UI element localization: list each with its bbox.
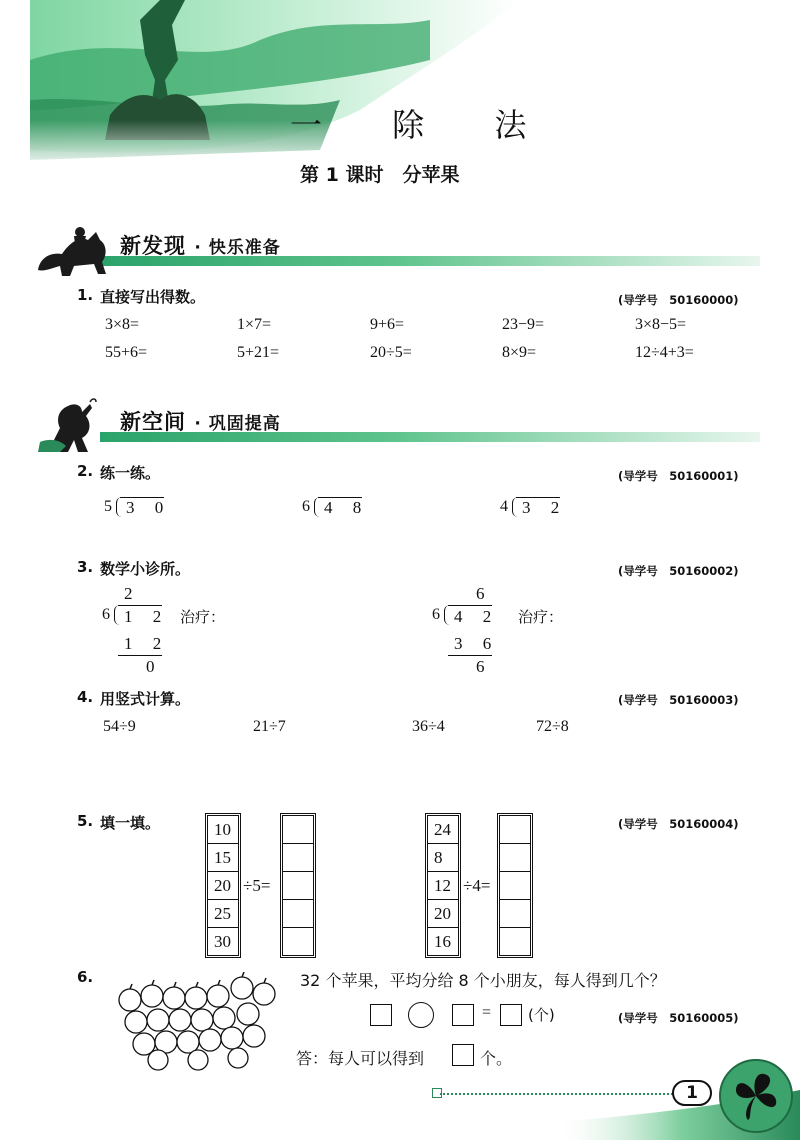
guide-reference: (导学号 50160005) [618, 1011, 739, 1025]
division-bar [118, 605, 162, 606]
division-bracket [444, 605, 452, 625]
divisor: 6 [432, 606, 440, 623]
math-item: 21÷7 [253, 718, 286, 735]
math-item: 54÷9 [103, 718, 136, 735]
math-item: 8×9= [502, 344, 537, 361]
value-column [205, 813, 241, 958]
lesson-title: 第 1 课时 分苹果 [300, 164, 460, 186]
division-bracket [512, 497, 520, 517]
value-cell: 10 [208, 816, 238, 844]
math-item: 1×7= [237, 316, 272, 333]
answer-cell[interactable] [283, 844, 313, 872]
section-banner-discover [30, 222, 760, 278]
question-text: 数学小诊所。 [100, 560, 191, 578]
guide-reference: (导学号 50160004) [618, 817, 739, 831]
answer-cell[interactable] [500, 816, 530, 844]
answer-box[interactable] [500, 1004, 522, 1026]
divisor: 6 [102, 606, 110, 623]
question-text: 直接写出得数。 [100, 288, 206, 306]
math-item: 5+21= [237, 344, 280, 361]
guide-reference: (导学号 50160000) [618, 293, 739, 307]
guide-reference: (导学号 50160002) [618, 564, 739, 578]
operator-circle[interactable] [408, 1002, 434, 1028]
answer-cell[interactable] [283, 900, 313, 928]
answer-column [280, 813, 316, 958]
question-number: 4. [77, 688, 94, 706]
question-text: 练一练。 [100, 464, 161, 482]
value-cell: 15 [208, 844, 238, 872]
question-number: 2. [77, 462, 94, 480]
math-item: 55+6= [105, 344, 148, 361]
answer-cell[interactable] [500, 928, 530, 956]
dividend: 3 0 [126, 498, 172, 517]
question-text: 用竖式计算。 [100, 690, 191, 708]
dividend: 1 2 [124, 607, 170, 626]
operator-label: ÷4= [463, 876, 491, 895]
page-number: 1 [672, 1080, 712, 1106]
divisor: 5 [104, 498, 112, 515]
section-main-label: 新发现 [120, 234, 186, 258]
chapter-title: 一 除 法 [290, 106, 557, 144]
section-title-space [120, 406, 281, 436]
division-bracket [314, 497, 322, 517]
section-banner-space [30, 398, 760, 454]
quotient: 2 [124, 584, 141, 603]
math-item: 12÷4+3= [635, 344, 694, 361]
division-bar [448, 605, 492, 606]
dancer-icon [30, 398, 120, 454]
question-text: 32 个苹果，平均分给 8 个小朋友，每人得到几个？ [300, 971, 666, 990]
math-item: 3×8= [105, 316, 140, 333]
answer-cell[interactable] [283, 872, 313, 900]
value-cell: 20 [428, 900, 458, 928]
math-item: 36÷4 [412, 718, 445, 735]
division-bracket [116, 497, 124, 517]
answer-box[interactable] [370, 1004, 392, 1026]
value-cell: 24 [428, 816, 458, 844]
answer-box[interactable] [452, 1004, 474, 1026]
question-number: 1. [77, 286, 94, 304]
answer-cell[interactable] [500, 844, 530, 872]
divisor: 4 [500, 498, 508, 515]
divisor: 6 [302, 498, 310, 515]
long-division-worked [100, 584, 180, 680]
product: 1 2 [124, 634, 170, 653]
answer-box[interactable] [452, 1044, 474, 1066]
section-sub-label: · 快乐准备 [194, 238, 281, 258]
dividend: 4 8 [324, 498, 370, 517]
long-division [500, 496, 580, 522]
math-item: 20÷5= [370, 344, 412, 361]
answer-prefix: 答：每人可以得到 [296, 1049, 425, 1068]
value-cell: 12 [428, 872, 458, 900]
section-sub-label: · 巩固提高 [194, 414, 281, 434]
question-number: 6. [77, 968, 94, 986]
long-division [302, 496, 382, 522]
subtraction-bar [118, 655, 162, 656]
treatment-label: 治疗： [518, 608, 564, 626]
question-number: 5. [77, 812, 94, 830]
value-cell: 16 [434, 932, 451, 951]
operator-label: ÷5= [243, 876, 271, 895]
answer-cell[interactable] [283, 928, 313, 956]
unit-label: (个) [528, 1006, 555, 1024]
section-main-label: 新空间 [120, 410, 186, 434]
product: 3 6 [454, 634, 500, 653]
subtraction-bar [448, 655, 492, 656]
value-cell: 25 [208, 900, 238, 928]
clover-logo-icon [718, 1058, 794, 1134]
footer-dotted-line [440, 1093, 680, 1095]
treatment-label: 治疗： [180, 608, 226, 626]
remainder: 6 [476, 657, 493, 676]
math-item: 3×8−5= [635, 316, 687, 333]
long-division-worked [430, 584, 510, 680]
question-text: 填一填。 [100, 814, 161, 832]
math-item: 9+6= [370, 316, 405, 333]
value-cell: 8 [428, 844, 458, 872]
answer-cell[interactable] [283, 816, 313, 844]
quotient: 6 [476, 584, 493, 603]
answer-column [497, 813, 533, 958]
section-title-discover [120, 230, 281, 260]
answer-suffix: 个。 [480, 1049, 513, 1068]
remainder: 0 [146, 657, 163, 676]
equals-sign: = [482, 1004, 492, 1021]
question-number: 3. [77, 558, 94, 576]
long-division [104, 496, 184, 522]
value-cell: 20 [208, 872, 238, 900]
dividend: 4 2 [454, 607, 500, 626]
math-item: 23−9= [502, 316, 545, 333]
math-item: 72÷8 [536, 718, 569, 735]
guide-reference: (导学号 50160001) [618, 469, 739, 483]
division-bracket [114, 605, 122, 625]
answer-cell[interactable] [500, 900, 530, 928]
value-cell: 30 [214, 932, 231, 951]
answer-cell[interactable] [500, 872, 530, 900]
apples-icon [110, 972, 280, 1072]
value-column [425, 813, 461, 958]
horse-rider-icon [30, 222, 120, 278]
guide-reference: (导学号 50160003) [618, 693, 739, 707]
dividend: 3 2 [522, 498, 568, 517]
